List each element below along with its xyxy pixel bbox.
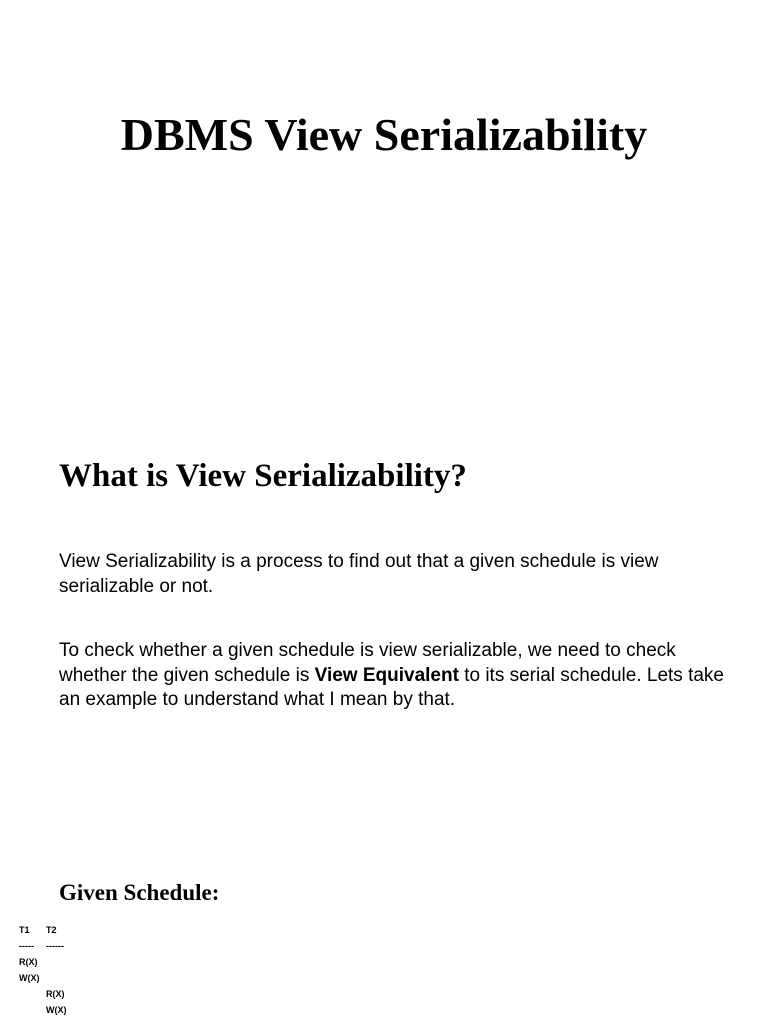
given-schedule-heading: Given Schedule: — [59, 880, 220, 905]
schedule-cell-t1: ----- — [19, 941, 34, 951]
page-title: DBMS View Serializability — [120, 109, 648, 160]
section-heading: What is View Serializability? — [59, 458, 467, 494]
schedule-cell-t2: R(X) — [46, 989, 65, 999]
schedule-cell-t1: W(X) — [19, 973, 40, 983]
schedule-cell-t2: ------ — [46, 941, 64, 951]
check-paragraph-text-start: To check whether a given schedule is view serializable, we need to check whether the given schedule is — [59, 640, 676, 686]
schedule-cell-t1: R(X) — [19, 957, 38, 967]
schedule-cell-t2: T2 — [46, 925, 57, 935]
check-paragraph-text-end: to its serial schedule. Lets take an example to understand what I mean by that. — [59, 664, 725, 710]
schedule-cell-t2: W(X) — [46, 1005, 67, 1015]
check-paragraph — [59, 639, 739, 713]
view-equivalent-term: View Equivalent — [314, 664, 459, 686]
intro-paragraph: View Serializability is a process to find out that a given schedule is view serializable or not. — [59, 551, 659, 597]
schedule-cell-t1: T1 — [19, 925, 30, 935]
